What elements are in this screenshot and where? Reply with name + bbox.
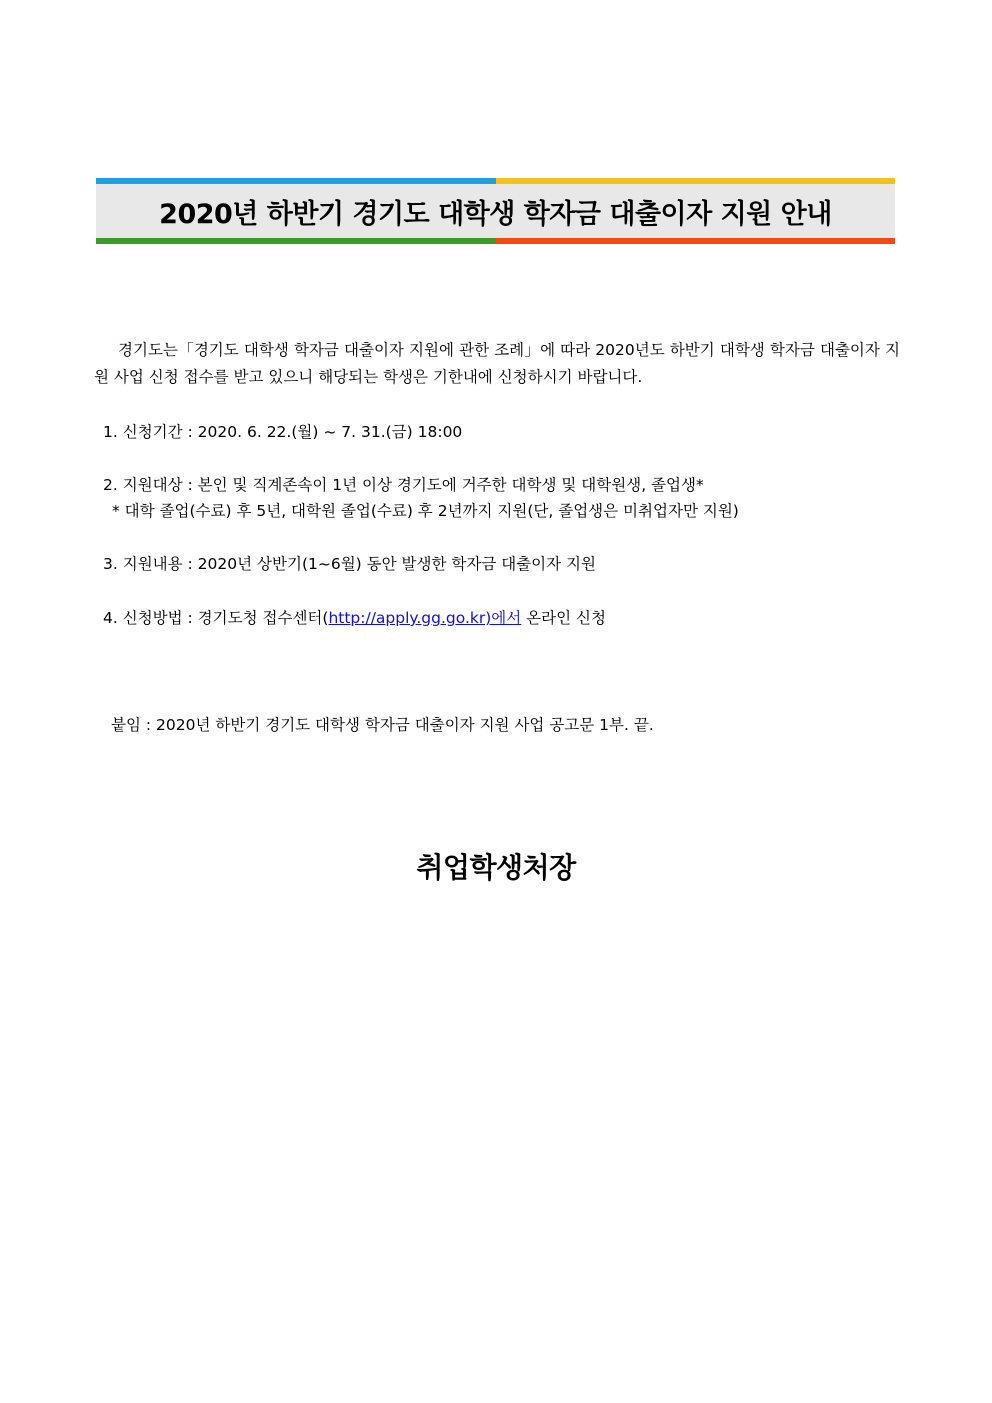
intro-paragraph: 경기도는「경기도 대학생 학자금 대출이자 지원에 관한 조례」에 따라 2020년도 하반기 대학생 학자금 대출이자 지원 사업 신청 접수를 받고 있으니 해당되는 학생은 기한내에 신청하시기 바랍니다. (94, 341, 900, 386)
item-support-content: 3. 지원내용 : 2020년 상반기(1~6월) 동안 발생한 학자금 대출이자 지원 (103, 555, 596, 573)
page-title: 2020년 하반기 경기도 대학생 학자금 대출이자 지원 안내 (159, 199, 832, 230)
title-banner (96, 178, 895, 244)
title-bar-top-right (496, 178, 895, 184)
item-eligibility: 2. 지원대상 : 본인 및 직계존속이 1년 이상 경기도에 거주한 대학생 및 대학원생, 졸업생* (103, 476, 704, 494)
method-suffix: 온라인 신청 (521, 609, 606, 627)
method-prefix: 4. 신청방법 : 경기도청 접수센터( (103, 609, 329, 627)
item-eligibility-note: * 대학 졸업(수료) 후 5년, 대학원 졸업(수료) 후 2년까지 지원(단, 졸업생은 미취업자만 지원) (112, 502, 739, 520)
attachment-line: 붙임 : 2020년 하반기 경기도 대학생 학자금 대출이자 지원 사업 공고문 1부. 끝. (111, 716, 654, 734)
title-bar-bottom-left (96, 238, 496, 244)
title-bar-top-left (96, 178, 496, 184)
title-bar-bottom-right (496, 238, 895, 244)
item-application-period: 1. 신청기간 : 2020. 6. 22.(월) ~ 7. 31.(금) 18:00 (103, 423, 463, 441)
signature: 취업학생처장 (416, 851, 576, 884)
apply-link[interactable]: http://apply.gg.go.kr)에서 (328, 609, 522, 627)
item-application-method (103, 606, 606, 628)
